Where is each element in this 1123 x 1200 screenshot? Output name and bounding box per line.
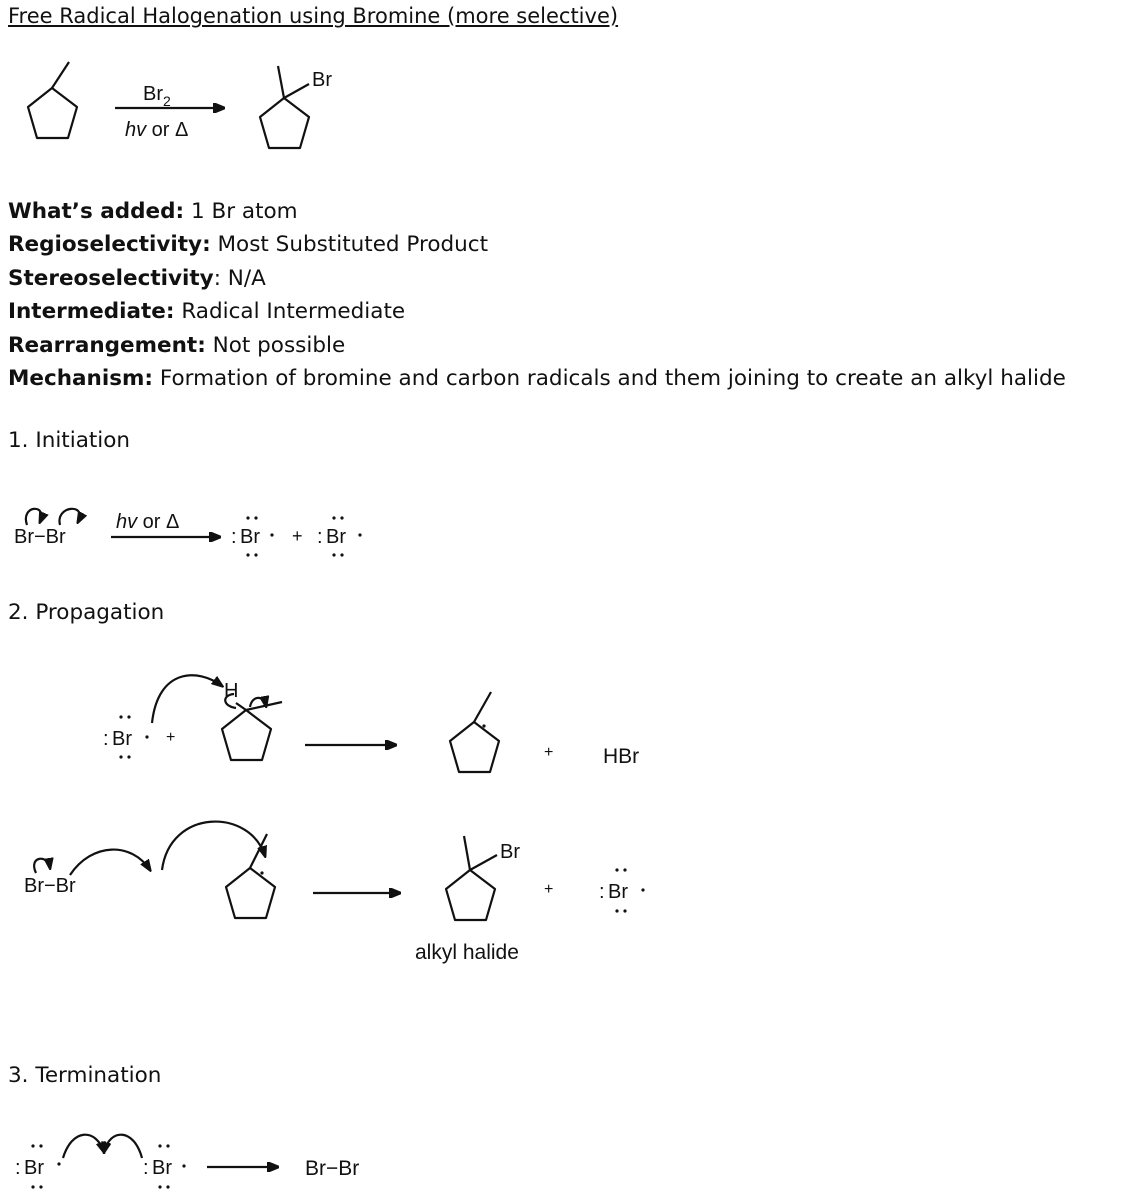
product-br-label: Br xyxy=(312,69,332,91)
property-stereoselectivity: Stereoselectivity: N/A xyxy=(8,265,266,291)
fishhook-arrow-br-to-c xyxy=(70,850,150,875)
reagent-label: $Br_2$ xyxy=(143,83,171,109)
bromomethylcyclopentane-product xyxy=(260,66,332,148)
svg-text:Br: Br xyxy=(240,526,260,548)
svg-text::: : xyxy=(143,1157,149,1179)
property-rearrangement: Rearrangement: Not possible xyxy=(8,332,346,358)
property-intermediate: Intermediate: Radical Intermediate xyxy=(8,299,406,325)
fishhook-arrow-br xyxy=(34,859,50,873)
bromine-radical-1 xyxy=(231,516,274,556)
alkyl-halide-label: alkyl halide xyxy=(415,941,519,964)
property-regioselectivity: Regioselectivity: Most Substituted Product xyxy=(8,232,489,258)
methylcyclopentane-structure xyxy=(28,62,77,138)
propagation-plus-2: + xyxy=(544,744,554,761)
svg-text:Br: Br xyxy=(608,881,628,903)
page-title: Free Radical Halogenation using Bromine (more selective) xyxy=(8,4,619,28)
propagation-plus-1: + xyxy=(166,729,176,746)
svg-text::: : xyxy=(231,526,237,548)
termination-product: Br−Br xyxy=(305,1157,360,1180)
carbon-radical-reactant xyxy=(226,834,275,918)
fishhook-arrow-left xyxy=(26,509,42,525)
fishhook-arrow-c-to-br xyxy=(162,822,265,870)
bromine-radical-reactant xyxy=(103,715,149,758)
initiation-conditions: hv or Δ xyxy=(116,511,180,533)
initiation-scheme xyxy=(14,509,362,557)
termination-bromine-radical-1 xyxy=(15,1144,61,1188)
curved-arrow-radical-to-h xyxy=(152,675,222,723)
svg-text::: : xyxy=(103,728,109,750)
svg-text:Br: Br xyxy=(152,1157,172,1179)
initiation-reactant: Br−Br xyxy=(14,526,66,548)
termination-bromine-radical-2 xyxy=(143,1144,186,1188)
methylcyclopentane-reactant xyxy=(222,702,282,760)
svg-text:Br: Br xyxy=(326,526,346,548)
svg-text::: : xyxy=(599,881,605,903)
hbr-byproduct: HBr xyxy=(603,745,640,768)
svg-text:Br: Br xyxy=(112,728,132,750)
main-reaction xyxy=(28,62,332,148)
propagation-plus-3: + xyxy=(544,881,554,898)
hydrogen-label: H xyxy=(224,680,239,702)
section-initiation-heading: 1. Initiation xyxy=(8,428,131,453)
propagation-step-1 xyxy=(103,675,639,772)
propagation-step-2 xyxy=(24,822,645,964)
alkyl-halide-br-label: Br xyxy=(500,841,520,863)
termination-fishhook-right xyxy=(104,1135,142,1158)
svg-text:Br: Br xyxy=(24,1157,44,1179)
carbon-radical-product xyxy=(450,692,499,772)
property-whats-added: What’s added: 1 Br atom xyxy=(8,199,298,224)
bromine-radical-2 xyxy=(317,516,362,556)
termination-fishhook-left xyxy=(63,1135,104,1158)
fishhook-arrow-right xyxy=(59,509,79,525)
bromine-radical-product xyxy=(599,868,645,912)
termination-scheme xyxy=(15,1135,359,1189)
alkyl-halide-product xyxy=(446,836,520,920)
svg-text::: : xyxy=(15,1157,21,1179)
conditions-label: hv or Δ xyxy=(125,119,189,141)
bromine-molecule-reactant: Br−Br xyxy=(24,875,76,897)
initiation-plus: + xyxy=(292,526,303,546)
section-propagation-heading: 2. Propagation xyxy=(8,600,165,625)
section-termination-heading: 3. Termination xyxy=(8,1063,162,1088)
property-mechanism: Mechanism: Formation of bromine and carbon radicals and them joining to create an alkyl halide xyxy=(8,366,1066,392)
svg-text::: : xyxy=(317,526,323,548)
